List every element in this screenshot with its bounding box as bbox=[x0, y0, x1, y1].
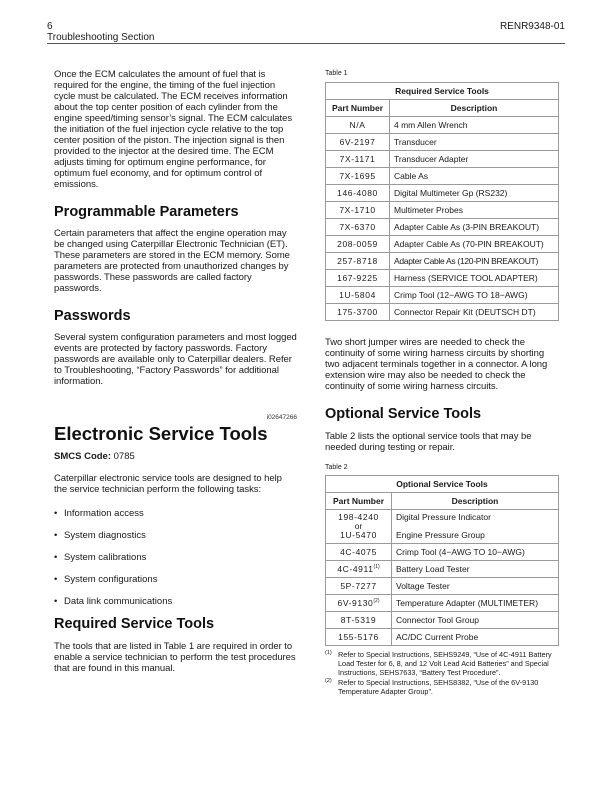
task-list bbox=[54, 508, 297, 607]
footnote-ref: (2) bbox=[373, 598, 380, 605]
ecm-timing-paragraph: Once the ECM calculates the amount of fuel that is required for the engine, the timing of the fuel injection cycle must be calculated. The ECM receives information about the top center position of each cylinder from the engine speed/timing sensor’s signal. The ECM calculates the initiation of the fuel injection cycle relative to the top center position of the piston. The injection signal is then provided to the injector at the desired time. The ECM adjusts timing for optimum engine performance, for optimum fuel economy, and for optimum control of emissions. bbox=[54, 69, 293, 190]
table-row: 146-4080 Digital Multimeter Gp (RS232) bbox=[326, 185, 559, 202]
smcs-code bbox=[54, 451, 297, 462]
list-item: • System calibrations bbox=[54, 552, 147, 563]
table1-col-desc: Description bbox=[390, 100, 559, 117]
table-row: 4C-4911$^{(1)}$ Battery Load Tester bbox=[326, 561, 559, 578]
table-row: N/A 4 mm Allen Wrench bbox=[326, 117, 559, 134]
table1-caption: Table 1 bbox=[325, 70, 348, 77]
section-title: Troubleshooting Section bbox=[47, 32, 155, 43]
table-row: 1U-5804 Crimp Tool (12−AWG TO 18−AWG) bbox=[326, 287, 559, 304]
table-row: 6V-2197 Transducer bbox=[326, 134, 559, 151]
table2-col-desc: Description bbox=[392, 493, 559, 510]
footnote-ref: (1) bbox=[373, 564, 380, 571]
reference-id: i02647266 bbox=[266, 414, 297, 421]
est-intro-paragraph: Caterpillar electronic service tools are designed to help the service technician perform the following tasks: bbox=[54, 473, 282, 495]
table-row: 7X-1171 Transducer Adapter bbox=[326, 151, 559, 168]
table-row: 7X-1695 Cable As bbox=[326, 168, 559, 185]
smcs-label: SMCS Code: bbox=[54, 451, 111, 462]
list-item: • Information access bbox=[54, 508, 144, 519]
table2-title: Optional Service Tools bbox=[326, 476, 559, 493]
list-item: • Data link communications bbox=[54, 596, 173, 607]
bullet-icon: • bbox=[54, 596, 58, 607]
passwords-heading: Passwords bbox=[54, 308, 131, 324]
bullet-icon: • bbox=[54, 508, 58, 519]
electronic-service-tools-heading: Electronic Service Tools bbox=[54, 423, 268, 444]
page-number: 6 bbox=[47, 21, 53, 32]
bullet-icon: • bbox=[54, 552, 58, 563]
bullet-icon: • bbox=[54, 530, 58, 541]
table-row: 175-3700 Connector Repair Kit (DEUTSCH DT) bbox=[326, 304, 559, 321]
required-service-tools-heading: Required Service Tools bbox=[54, 616, 215, 632]
table-row: 155-5176 AC/DC Current Probe bbox=[326, 629, 559, 646]
table-row: 5P-7277 Voltage Tester bbox=[326, 578, 559, 595]
table-row: 257-8718 Adapter Cable As (120-PIN BREAKOUT) bbox=[326, 253, 559, 270]
required-tools-table bbox=[325, 82, 559, 321]
table-row: 198-4240 or 1U-5470 Digital Pressure Indicator Engine Pressure Group bbox=[326, 510, 559, 544]
table-row: 167-9225 Harness (SERVICE TOOL ADAPTER) bbox=[326, 270, 559, 287]
table-row: 4C-4075 Crimp Tool (4−AWG TO 10−AWG) bbox=[326, 544, 559, 561]
table-row: 208-0059 Adapter Cable As (70-PIN BREAKOUT) bbox=[326, 236, 559, 253]
jumper-wires-paragraph: Two short jumper wires are needed to check the continuity of some wiring harness circuits by shorting two adjacent terminals together in a connector. A long extension wire may also be needed to check the continuity of some wiring harness circuits. bbox=[325, 337, 548, 392]
footnote-1: (1) Refer to Special Instructions, SEHS9249, “Use of 4C-4911 Battery Load Tester for 6, 8, and 12 Volt Lead Acid Batteries” and Special Instructions, SEHS7633, “Battery Test Procedure”. bbox=[325, 650, 552, 677]
right-column bbox=[325, 69, 561, 696]
page-header bbox=[47, 21, 565, 44]
list-item: • System configurations bbox=[54, 574, 158, 585]
optional-tools-table bbox=[325, 475, 559, 646]
footnote-2: (2) Refer to Special Instructions, SEHS8382, “Use of the 6V-9130 Temperature Adapter Group”. bbox=[325, 678, 539, 696]
required-tools-paragraph: The tools that are listed in Table 1 are required in order to enable a service technician to perform the test procedures that are found in this manual. bbox=[54, 641, 296, 674]
optional-tools-paragraph: Table 2 lists the optional service tools that may be needed during testing or repair. bbox=[325, 431, 532, 453]
table2-col-part: Part Number bbox=[326, 493, 392, 510]
table2-footnotes bbox=[325, 650, 561, 696]
table-row: 8T-5319 Connector Tool Group bbox=[326, 612, 559, 629]
table2-caption: Table 2 bbox=[325, 464, 348, 471]
document-id: RENR9348-01 bbox=[499, 21, 565, 32]
left-column bbox=[54, 69, 297, 674]
programmable-parameters-heading: Programmable Parameters bbox=[54, 204, 239, 220]
smcs-value: 0785 bbox=[111, 451, 135, 462]
optional-service-tools-heading: Optional Service Tools bbox=[325, 406, 482, 422]
table-row: 6V-9130$^{(2)}$ Temperature Adapter (MULTIMETER) bbox=[326, 595, 559, 612]
passwords-paragraph: Several system configuration parameters and most logged events are protected by factory passwords. Factory passwords are available only to Caterpillar dealers. Refer to Troubleshooting, “Factory Passwords” for additional information. bbox=[54, 332, 297, 387]
table1-title: Required Service Tools bbox=[326, 83, 559, 100]
table-row: 7X-6370 Adapter Cable As (3-PIN BREAKOUT) bbox=[326, 219, 559, 236]
bullet-icon: • bbox=[54, 574, 58, 585]
list-item: • System diagnostics bbox=[54, 530, 146, 541]
programmable-parameters-paragraph: Certain parameters that affect the engine operation may be changed using Caterpillar Electronic Technician (ET). These parameters are stored in the ECM memory. Some parameters are protected from unauthorized changes by passwords. These passwords are called factory passwords. bbox=[54, 228, 290, 294]
table1-col-part: Part Number bbox=[326, 100, 390, 117]
table-row: 7X-1710 Multimeter Probes bbox=[326, 202, 559, 219]
